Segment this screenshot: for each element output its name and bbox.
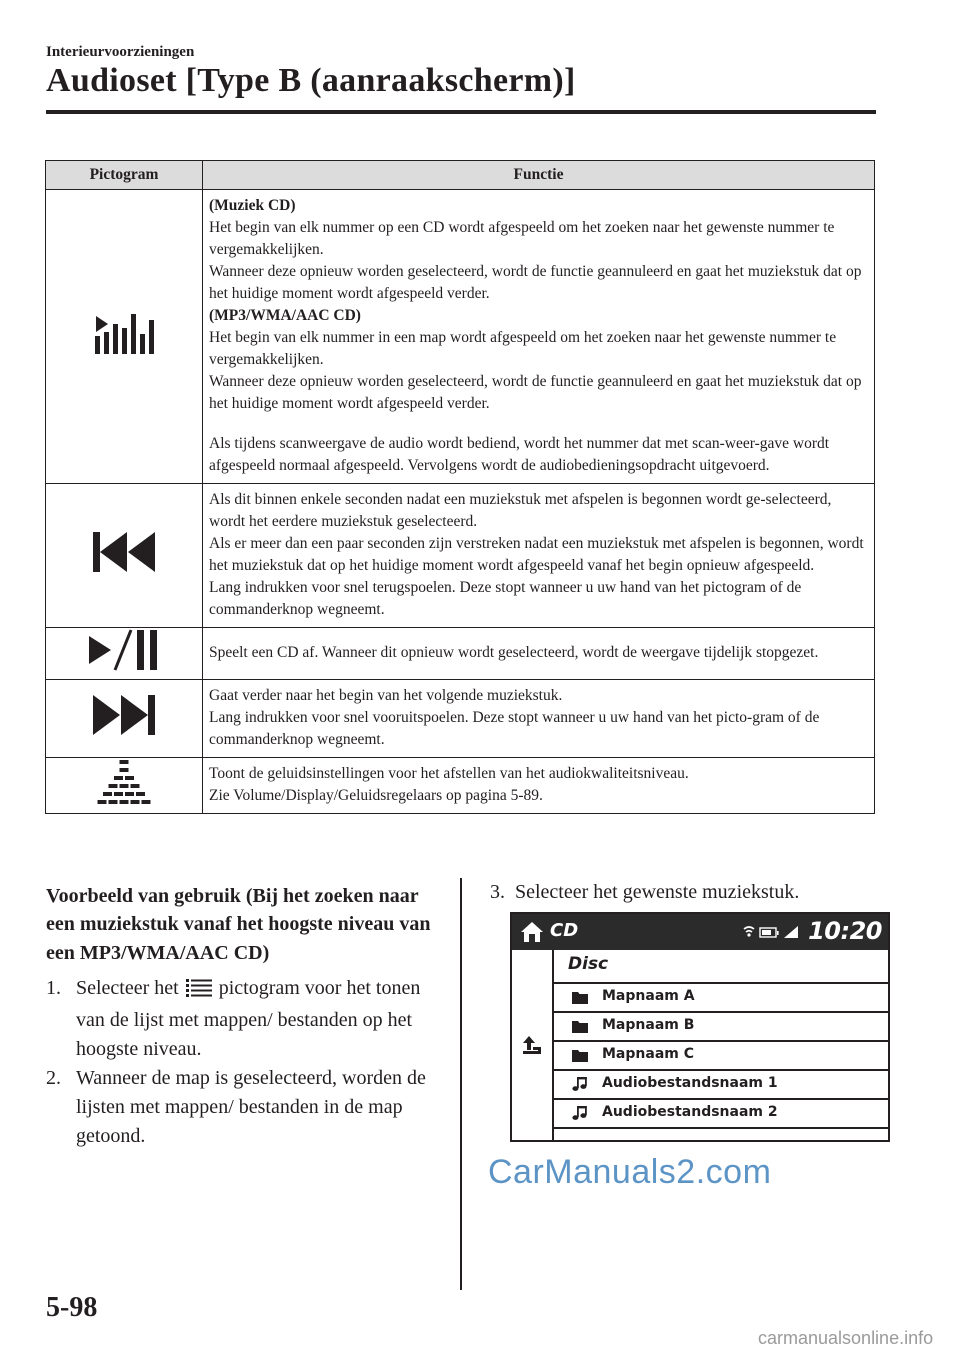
page-title: Audioset [Type B (aanraakscherm)] — [46, 62, 576, 99]
function-cell — [203, 758, 875, 814]
function-text: Zie Volume/Display/Geluidsregelaars op pagina 5-89. — [209, 787, 543, 804]
column-header-function: Functie — [203, 161, 875, 190]
table-row — [46, 680, 875, 758]
pictogram-cell — [46, 484, 203, 628]
function-text: Gaat verder naar het begin van het volgende muziekstuk. — [209, 687, 563, 704]
function-cell — [203, 680, 875, 758]
play-pause-icon — [87, 659, 161, 676]
folder-list-item[interactable] — [554, 1013, 888, 1042]
pictogram-cell — [46, 190, 203, 484]
empty-list-row — [554, 1129, 888, 1142]
list-item-label: Audiobestandsnaam 1 — [602, 1075, 778, 1091]
step-text: pictogram voor het tonen van de lijst met mappen/ bestanden op het hoogste niveau. — [76, 977, 421, 1060]
home-icon[interactable] — [520, 921, 544, 947]
paragraph-gap — [209, 415, 868, 433]
step-number: 3. — [490, 881, 505, 903]
folder-icon — [572, 1047, 588, 1066]
step-number: 1. — [46, 977, 61, 999]
folder-icon — [572, 989, 588, 1008]
function-text: Speelt een CD af. Wanneer dit opnieuw wordt geselecteerd, wordt de weergave tijdelijk stopgezet. — [209, 644, 819, 661]
list-header — [554, 950, 888, 984]
list-item-label: Audiobestandsnaam 2 — [602, 1104, 778, 1120]
list-icon — [186, 977, 212, 1006]
section-label: Interieurvoorzieningen — [46, 44, 195, 60]
back-up-icon[interactable] — [520, 1034, 544, 1060]
screen-source-label: CD — [550, 920, 579, 941]
file-list-item[interactable] — [554, 1100, 888, 1129]
function-cell — [203, 484, 875, 628]
pictogram-table — [45, 160, 875, 814]
file-list — [554, 984, 888, 1142]
folder-list-item[interactable] — [554, 1042, 888, 1071]
screen-left-panel — [512, 950, 554, 1140]
step-text: Wanneer de map is geselecteerd, worden de lijsten met mappen/ bestanden in de map getoond. — [76, 1067, 426, 1147]
pictogram-cell — [46, 758, 203, 814]
function-text: Als dit binnen enkele seconden nadat een muziekstuk met afspelen is begonnen wordt ge-selecteerd, wordt het eerdere muziekstuk geselecteerd. — [209, 491, 832, 530]
file-list-item[interactable] — [554, 1071, 888, 1100]
watermark: CarManuals2.com — [488, 1153, 772, 1191]
example-heading: Voorbeeld van gebruik (Bij het zoeken naar een muziekstuk vanaf het hoogste niveau van een MP3/WMA/AAC CD) — [46, 885, 431, 964]
function-subheading: (MP3/WMA/AAC CD) — [209, 307, 361, 324]
previous-track-icon — [91, 561, 157, 578]
function-text: Als er meer dan een paar seconden zijn verstreken nadat een muziekstuk met afspelen is begonnen, wordt het muziekstuk dat op het huidige moment wordt afgespeeld vanaf het begin opnieuw afgespeeld. — [209, 535, 864, 574]
title-rule — [46, 110, 876, 114]
pictogram-cell — [46, 628, 203, 680]
list-item-label: Mapnaam B — [602, 1017, 695, 1033]
status-icons — [742, 924, 800, 944]
music-note-icon — [572, 1076, 588, 1096]
steps-list — [46, 974, 446, 1151]
column-header-pictogram: Pictogram — [46, 161, 203, 190]
pictogram-cell — [46, 680, 203, 758]
table-row — [46, 628, 875, 680]
scan-icon — [92, 343, 156, 360]
table-row — [46, 190, 875, 484]
function-cell — [203, 190, 875, 484]
step-number: 2. — [46, 1067, 61, 1089]
list-item-label: Mapnaam C — [602, 1046, 694, 1062]
function-text: Wanneer deze opnieuw worden geselecteerd, wordt de functie geannuleerd en gaat het muziekstuk dat op het huidige moment wordt afgespeeld verder. — [209, 373, 862, 412]
music-note-icon — [572, 1105, 588, 1125]
table-row — [46, 758, 875, 814]
step-3 — [490, 878, 890, 907]
column-divider — [460, 878, 462, 1290]
audio-screen-illustration — [510, 912, 890, 1142]
function-text: Het begin van elk nummer in een map wordt afgespeeld om het zoeken naar het gewenste nummer te vergemakkelijken. — [209, 329, 837, 368]
page-number: 5-98 — [46, 1292, 98, 1323]
step-2 — [46, 1064, 446, 1151]
function-text: Wanneer deze opnieuw worden geselecteerd, wordt de functie geannuleerd en gaat het muziekstuk dat op het huidige moment wordt afgespeeld verder. — [209, 263, 862, 302]
list-item-label: Mapnaam A — [602, 988, 695, 1004]
function-text: Lang indrukken voor snel terugspoelen. Deze stopt wanneer u uw hand van het pictogram of de commanderknop wegneemt. — [209, 579, 802, 618]
step-1 — [46, 974, 446, 1064]
function-text: Toont de geluidsinstellingen voor het afstellen van het audiokwaliteitsniveau. — [209, 765, 689, 782]
function-cell — [203, 628, 875, 680]
table-row — [46, 484, 875, 628]
function-subheading: (Muziek CD) — [209, 197, 296, 214]
function-text: Als tijdens scanweergave de audio wordt bediend, wordt het nummer dat met scan-weer-gave wordt afgespeeld normaal afgespeeld. Vervolgens wordt de audiobedieningsopdracht uitgevoerd. — [209, 435, 830, 474]
folder-list-item[interactable] — [554, 984, 888, 1013]
function-text: Het begin van elk nummer op een CD wordt afgespeeld om het zoeken naar het gewenste nummer te vergemakkelijken. — [209, 219, 835, 258]
screen-clock: 10:20 — [808, 917, 882, 945]
next-track-icon — [91, 724, 157, 741]
footer-site: carmanualsonline.info — [758, 1328, 934, 1348]
sound-settings-icon — [96, 793, 152, 810]
list-title: Disc — [568, 954, 609, 974]
step-text: Selecteer het gewenste muziekstuk. — [515, 881, 800, 903]
function-text: Lang indrukken voor snel vooruitspoelen. Deze stopt wanneer u uw hand van het picto-gram of de commanderknop wegneemt. — [209, 709, 820, 748]
step-text: Selecteer het — [76, 977, 179, 999]
folder-icon — [572, 1018, 588, 1037]
screen-status-bar — [512, 914, 888, 950]
